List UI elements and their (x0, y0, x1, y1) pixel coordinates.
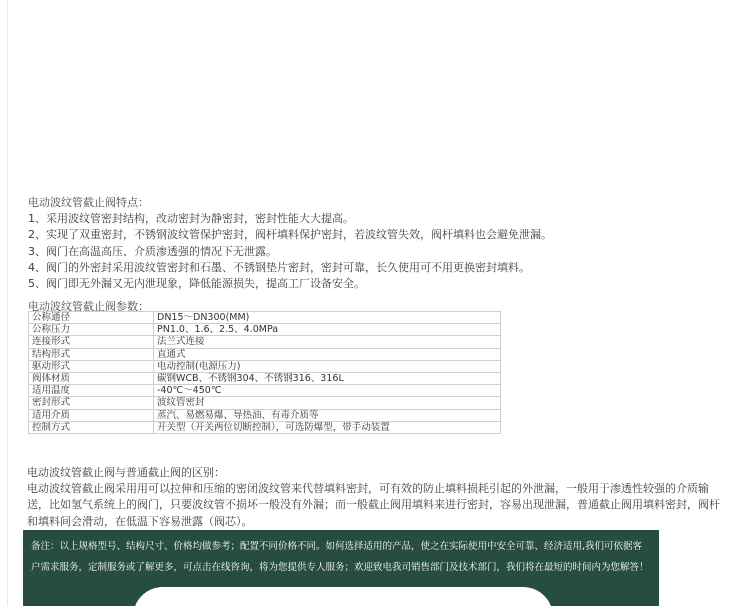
consult-button-shape[interactable] (133, 587, 553, 606)
param-name: 公称通径 (29, 312, 154, 324)
difference-line-3: 和填料间会滑动，在低温下容易泄露（阀芯）。 (27, 514, 253, 528)
difference-section (27, 465, 739, 530)
param-value: 蒸汽、易燃易爆、导热油、有毒介质等 (154, 409, 501, 421)
table-row (29, 421, 501, 433)
param-name: 结构形式 (29, 348, 154, 360)
footer-banner (23, 530, 659, 606)
param-value: 直通式 (154, 348, 501, 360)
param-name: 驱动形式 (29, 360, 154, 372)
param-name: 适用温度 (29, 385, 154, 397)
difference-line-2: 送，比如氢气系统上的阀门，只要波纹管不损坏一般没有外漏；而一般截止阀用填料来进行密封，容易出现泄漏，普通截止阀用填料密封，阀杆 (27, 498, 720, 512)
difference-line-1: 电动波纹管截止阀采用用可以拉伸和压缩的密闭波纹管来代替填料密封，可有效的防止填料损耗引起的外泄漏，一般用于渗透性较强的介质输 (27, 482, 709, 496)
params-title: 电动波纹管截止阀参数： (28, 300, 149, 313)
table-row (29, 324, 501, 336)
difference-title: 电动波纹管截止阀与普通截止阀的区别： (27, 466, 225, 479)
table-row (29, 385, 501, 397)
footer-line-2: 户需求服务，定制服务或了解更多，可点击在线咨询，将为您提供专人服务；欢迎致电我司销售部门及技术部门，我们将在最短的时间内为您解答！ (31, 562, 649, 573)
param-value: 法兰式连接 (154, 336, 501, 348)
table-row (29, 360, 501, 372)
table-row (29, 372, 501, 384)
table-row (29, 397, 501, 409)
feature-item-1: 1、采用波纹管密封结构，改动密封为静密封，密封性能大大提高。 (28, 212, 354, 226)
param-value: 电动控制(电源压力) (154, 360, 501, 372)
param-name: 公称压力 (29, 324, 154, 336)
param-name: 阀体材质 (29, 372, 154, 384)
param-value: 碳钢WCB、不锈钢304、不锈钢316、316L (154, 372, 501, 384)
param-value: 开关型（开关两位切断控制），可选防爆型，带手动装置 (154, 421, 501, 433)
param-value: PN1.0、1.6、2.5、4.0MPa (154, 324, 501, 336)
param-value: DN15～DN300(MM) (154, 312, 501, 324)
feature-item-3: 3、阀门在高温高压、介质渗透强的情况下无泄露。 (28, 244, 277, 258)
feature-item-5: 5、阀门即无外漏又无内泄现象，降低能源损失，提高工厂设备安全。 (28, 277, 365, 291)
left-divider (7, 0, 8, 606)
features-section (28, 195, 728, 292)
feature-item-2: 2、实现了双重密封，不锈钢波纹管保护密封，阀杆填料保护密封，若波纹管失效，阀杆填料也会避免泄漏。 (28, 228, 552, 242)
footer-line-1: 备注：以上规格型号、结构尺寸、价格均做参考；配置不同价格不同。如何选择适用的产品，使之在实际使用中安全可靠、经济适用,我们可依据客 (31, 541, 643, 552)
param-name: 控制方式 (29, 421, 154, 433)
table-row (29, 409, 501, 421)
param-name: 连接形式 (29, 336, 154, 348)
table-row (29, 348, 501, 360)
feature-item-4: 4、阀门的外密封采用波纹管密封和石墨、不锈钢垫片密封，密封可靠，长久使用可不用更换密封填料。 (28, 260, 530, 274)
param-value: 波纹管密封 (154, 397, 501, 409)
features-title: 电动波纹管截止阀特点： (28, 196, 149, 209)
param-value: -40℃～450℃ (154, 385, 501, 397)
params-table (28, 311, 501, 434)
table-row (29, 336, 501, 348)
param-name: 适用介质 (29, 409, 154, 421)
param-name: 密封形式 (29, 397, 154, 409)
table-row (29, 312, 501, 324)
